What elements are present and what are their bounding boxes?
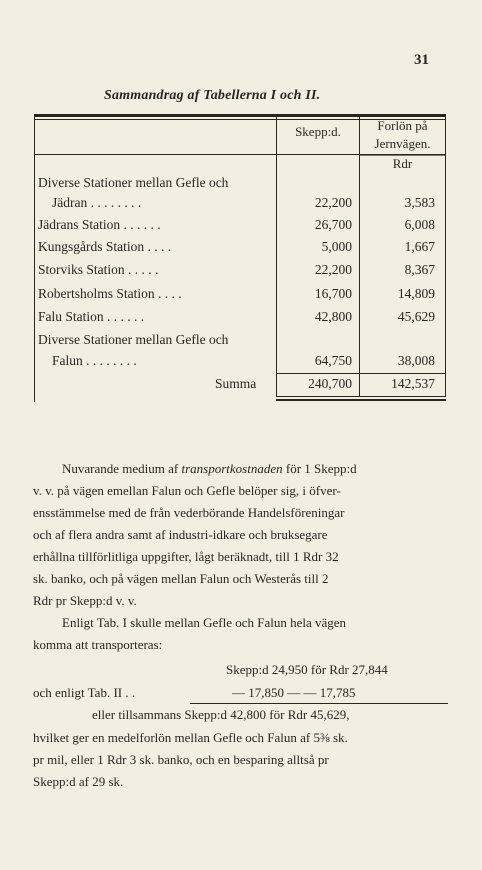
summa-skeppund: 240,700 xyxy=(308,376,352,391)
emphasized-term: transportkostnaden xyxy=(181,461,283,476)
header-rdr-unit: Rdr xyxy=(392,156,413,171)
paragraph-line: eller tillsammans Skepp:d 42,800 för Rdr 45,629, xyxy=(92,707,350,722)
table-right-border xyxy=(445,117,446,397)
row-label: Storviks Station . . . . . xyxy=(38,262,159,277)
row-rdr: 14,809 xyxy=(397,286,435,301)
table-top-rule-thick xyxy=(34,114,446,117)
calc-line-label: och enligt Tab. II . . xyxy=(33,685,136,700)
row-label-cont: Jädran . . . . . . . . xyxy=(52,195,142,210)
table-left-border xyxy=(34,117,35,402)
row-label: Diverse Stationer mellan Gefle och xyxy=(38,332,229,347)
header-skeppund: Skepp:d. xyxy=(295,124,341,139)
row-skeppund: 42,800 xyxy=(314,309,352,324)
calc-line-values: — 17,850 — — 17,785 xyxy=(232,685,356,700)
row-rdr: 1,667 xyxy=(404,239,435,254)
page-number: 31 xyxy=(414,52,429,68)
paragraph-line: komma att transporteras: xyxy=(33,637,163,652)
paragraph-line: v. v. på vägen emellan Falun och Gefle belöper sig, i öfver- xyxy=(33,483,341,498)
row-skeppund: 22,200 xyxy=(314,195,352,210)
paragraph-line: ensstämmelse med de från vederbörande Handelsföreningar xyxy=(33,505,345,520)
row-label-cont: Falun . . . . . . . . xyxy=(52,353,137,368)
row-label: Falu Station . . . . . . xyxy=(38,309,145,324)
paragraph-line: Nuvarande medium af transportkostnaden för 1 Skepp:d xyxy=(62,461,357,476)
row-label: Diverse Stationer mellan Gefle och xyxy=(38,175,229,190)
row-rdr: 3,583 xyxy=(404,195,435,210)
paragraph-line: och af flera andra samt af industri-idkare och bruksegare xyxy=(33,527,328,542)
row-rdr: 45,629 xyxy=(397,309,435,324)
paragraph-line: sk. banko, och på vägen mellan Falun och Westerås till 2 xyxy=(33,571,329,586)
paragraph-line: hvilket ger en medelforlön mellan Gefle och Falun af 5⅜ sk. xyxy=(33,730,348,745)
page-heading: Sammandrag af Tabellerna I och II. xyxy=(104,88,321,103)
summa-rdr: 142,537 xyxy=(391,376,435,391)
row-skeppund: 5,000 xyxy=(321,239,352,254)
row-label: Kungsgårds Station . . . . xyxy=(38,239,172,254)
calc-sum-rule xyxy=(190,703,448,704)
header-forlon-line2: Jernvägen. xyxy=(374,136,431,151)
header-forlon-line1: Forlön på xyxy=(377,118,428,133)
row-label: Jädrans Station . . . . . . xyxy=(38,217,161,232)
table-summa-rule xyxy=(276,373,446,374)
row-rdr: 38,008 xyxy=(397,353,435,368)
paragraph-line: pr mil, eller 1 Rdr 3 sk. banko, och en besparing alltså pr xyxy=(33,752,329,767)
row-rdr: 8,367 xyxy=(404,262,435,277)
row-skeppund: 26,700 xyxy=(314,217,352,232)
paragraph-line: Enligt Tab. I skulle mellan Gefle och Falun hela vägen xyxy=(62,615,347,630)
calc-line: Skepp:d 24,950 för Rdr 27,844 xyxy=(226,662,388,677)
paragraph-line: erhållna tillförlitliga uppgifter, lågt beräknadt, till 1 Rdr 32 xyxy=(33,549,339,564)
row-rdr: 6,008 xyxy=(404,217,435,232)
summa-label: Summa xyxy=(215,376,257,391)
paragraph-line: Skepp:d af 29 sk. xyxy=(33,774,124,789)
row-skeppund: 16,700 xyxy=(314,286,352,301)
row-skeppund: 64,750 xyxy=(314,353,352,368)
table-bottom-rule-thick xyxy=(276,399,446,401)
table-bottom-rule-thin xyxy=(276,396,446,397)
row-skeppund: 22,200 xyxy=(314,262,352,277)
row-label: Robertsholms Station . . . . xyxy=(38,286,182,301)
paragraph-line: Rdr pr Skepp:d v. v. xyxy=(33,593,137,608)
